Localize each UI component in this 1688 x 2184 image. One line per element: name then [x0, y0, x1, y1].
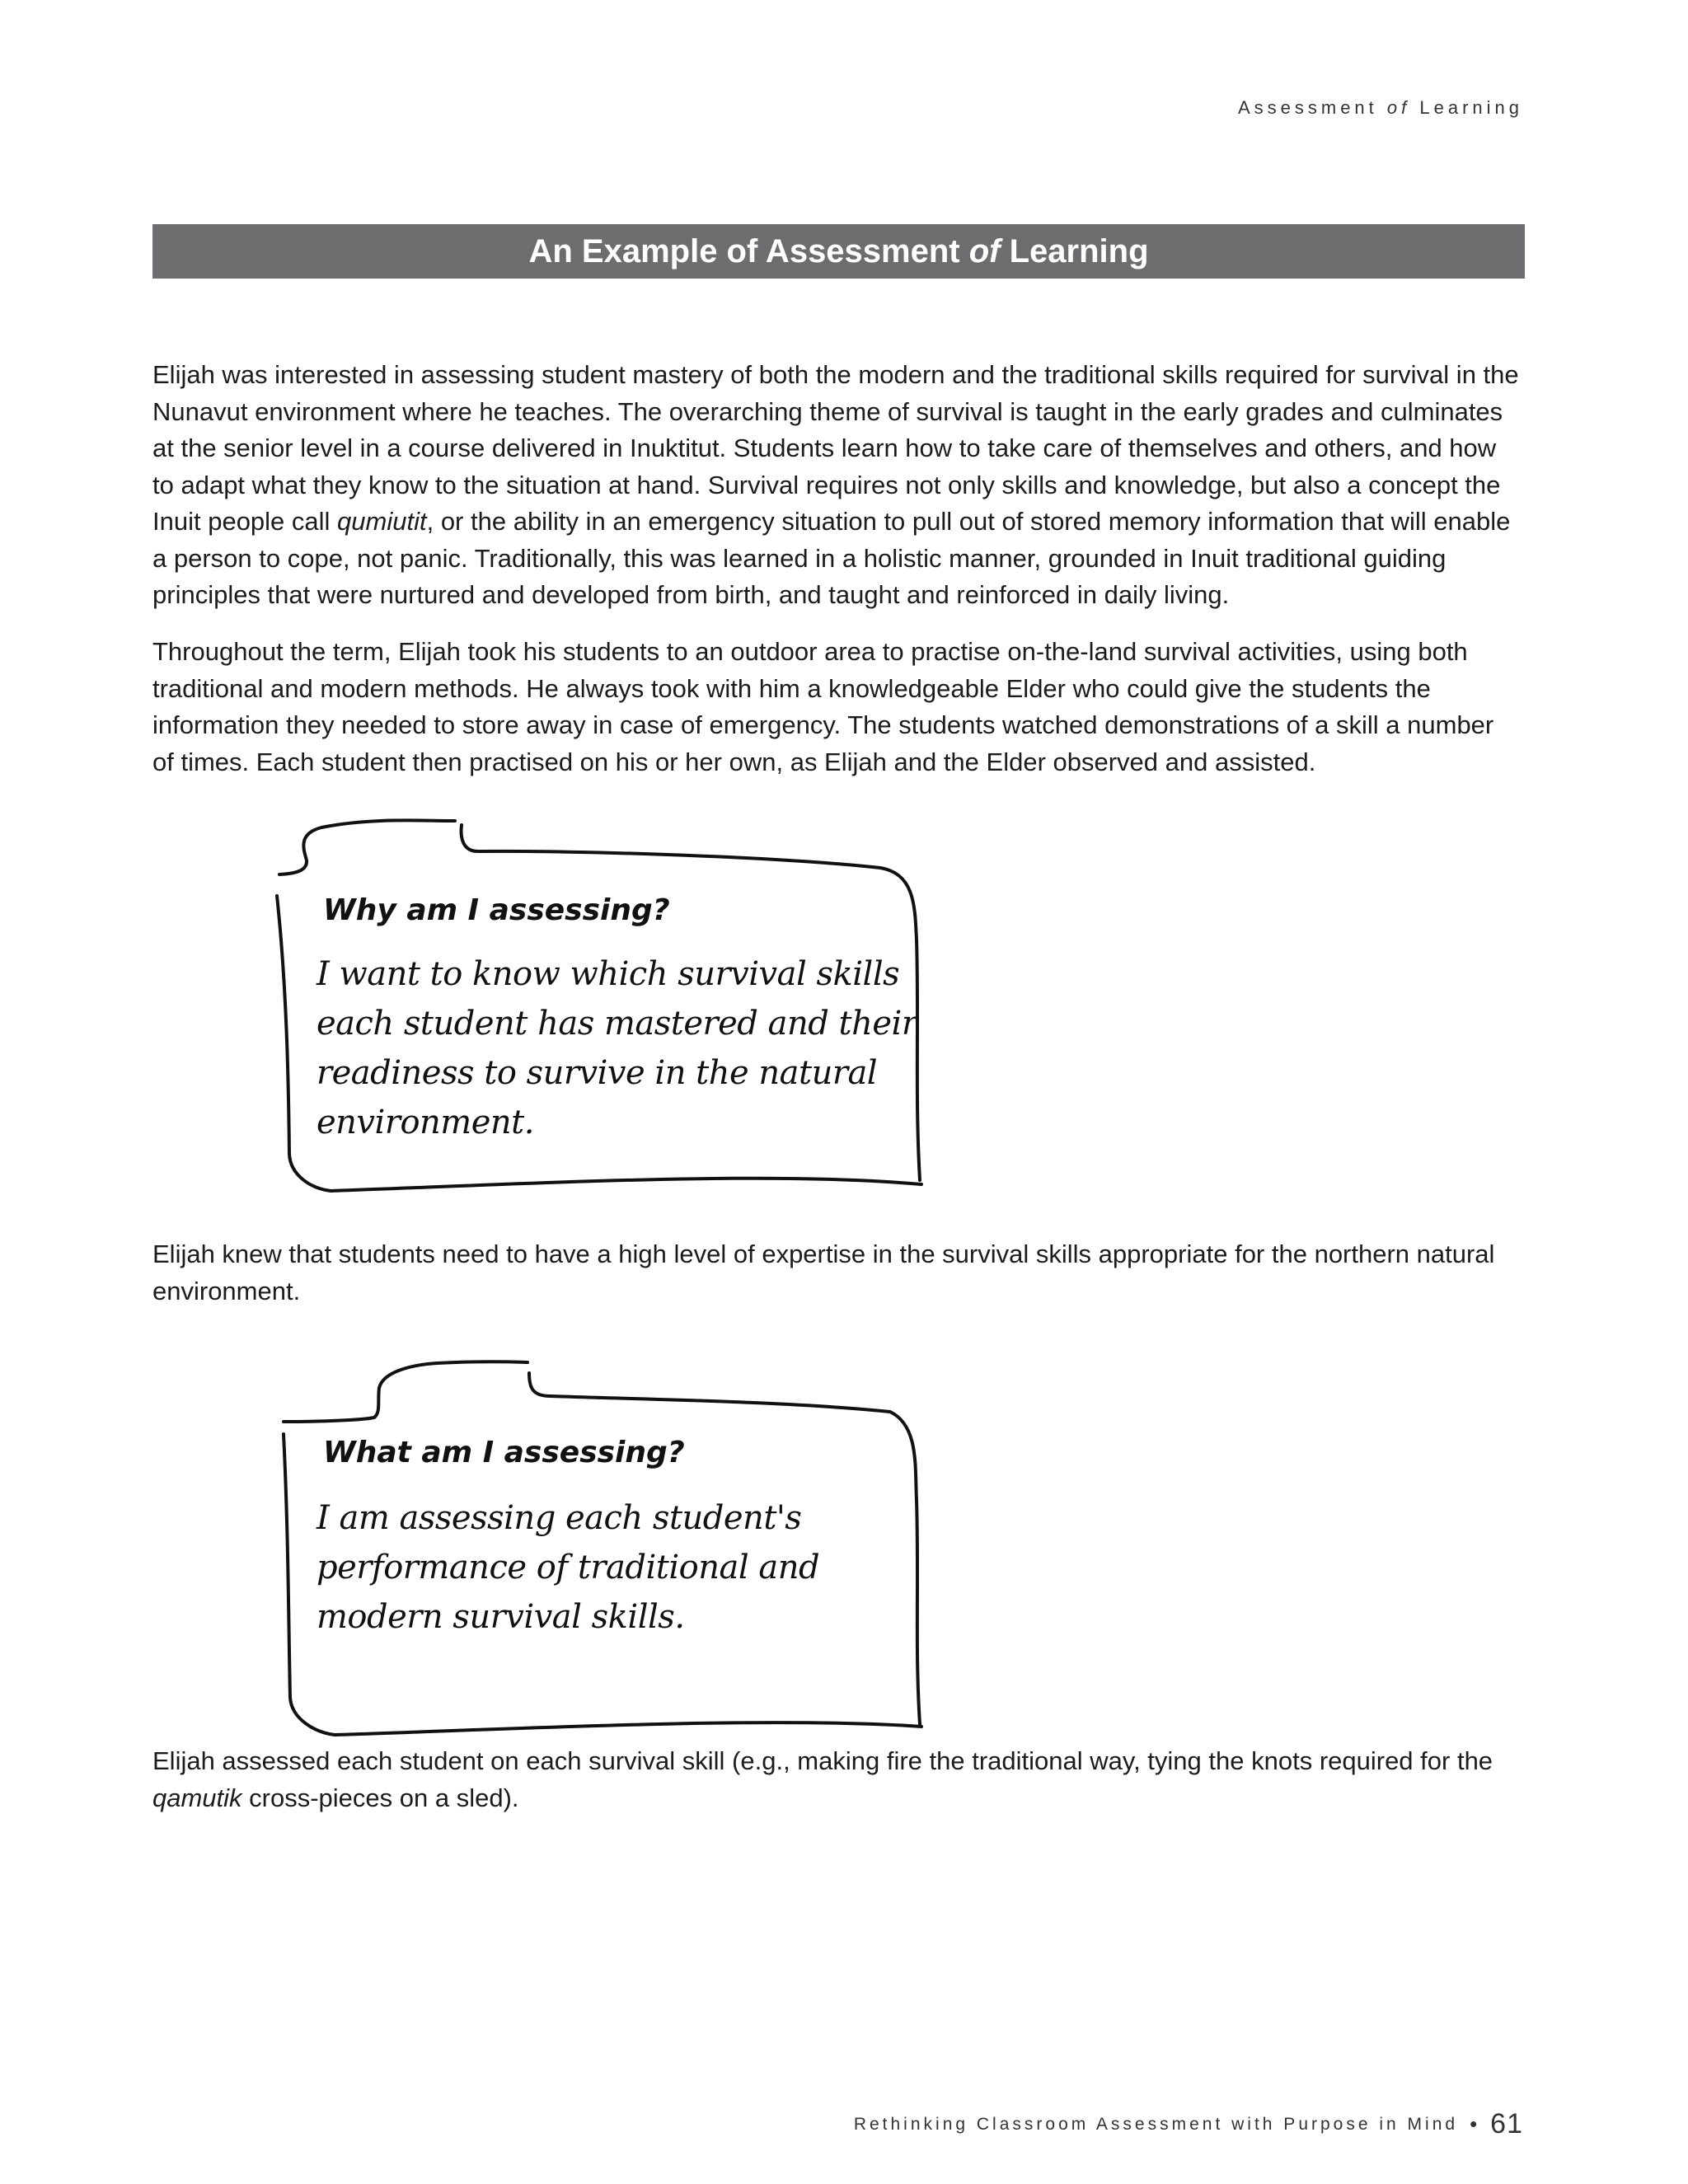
section-title-bar: [152, 224, 1525, 279]
callout-what-answer: I am assessing each student's performance of traditional and modern survival skills.: [316, 1499, 820, 1636]
paragraph-intro: Elijah was interested in assessing student mastery of both the modern and the traditional skills required for survival in the Nunavut environment where he teaches. The overarching theme of survival is taught in the early grades and culminates at the senior level in a course delivered in Inuktitut. Students learn how to take care of themselves and others, and how to adapt what they know to the situation at hand. Survival requires not only skills and knowledge, but also a concept the Inuit people call qumiutit, or the ability in an emergency situation to pull out of stored memory information that will enable a person to cope, not panic. Traditionally, this was learned in a holistic manner, grounded in Inuit traditional guiding principles that were nurtured and developed from birth, and taught and reinforced in daily living.: [152, 360, 1519, 609]
footer-bullet: •: [1470, 2111, 1478, 2136]
paragraph-assessed: Elijah assessed each student on each survival skill (e.g., making fire the traditional way, tying the knots required for the qamutik cross-pieces on a sled).: [152, 1746, 1493, 1812]
callout-why-answer: I want to know which survival skills each student has mastered and their readiness to survive in the natural environment.: [316, 955, 917, 1141]
paragraph-expertise: Elijah knew that students need to have a high level of expertise in the survival skills appropriate for the northern natural environment.: [152, 1240, 1495, 1305]
callout-why-question: Why am I assessing?: [323, 893, 670, 927]
running-head: Assessment of Learning: [1237, 97, 1523, 118]
section-title: An Example of Assessment of Learning: [528, 232, 1149, 269]
page-number: 61: [1490, 2108, 1523, 2139]
term-qamutik: qamutik: [152, 1783, 242, 1812]
paragraph-outdoor: Throughout the term, Elijah took his students to an outdoor area to practise on-the-land survival activities, using both traditional and modern methods. He always took with him a knowledgeable Elder who could give the students the information they needed to store away in case of emergency. The students watched demonstrations of a skill a number of times. Each student then practised on his or her own, as Elijah and the Elder observed and assisted.: [152, 637, 1494, 776]
page-footer: [854, 2108, 1523, 2140]
term-qumiutit: qumiutit: [337, 507, 427, 536]
footer-title: Rethinking Classroom Assessment with Purpose in Mind: [853, 2114, 1459, 2134]
callout-what: [272, 1352, 931, 1739]
callout-what-question: What am I assessing?: [323, 1436, 685, 1469]
callout-why: [272, 808, 931, 1195]
running-head-emphasis: of: [1386, 97, 1411, 118]
